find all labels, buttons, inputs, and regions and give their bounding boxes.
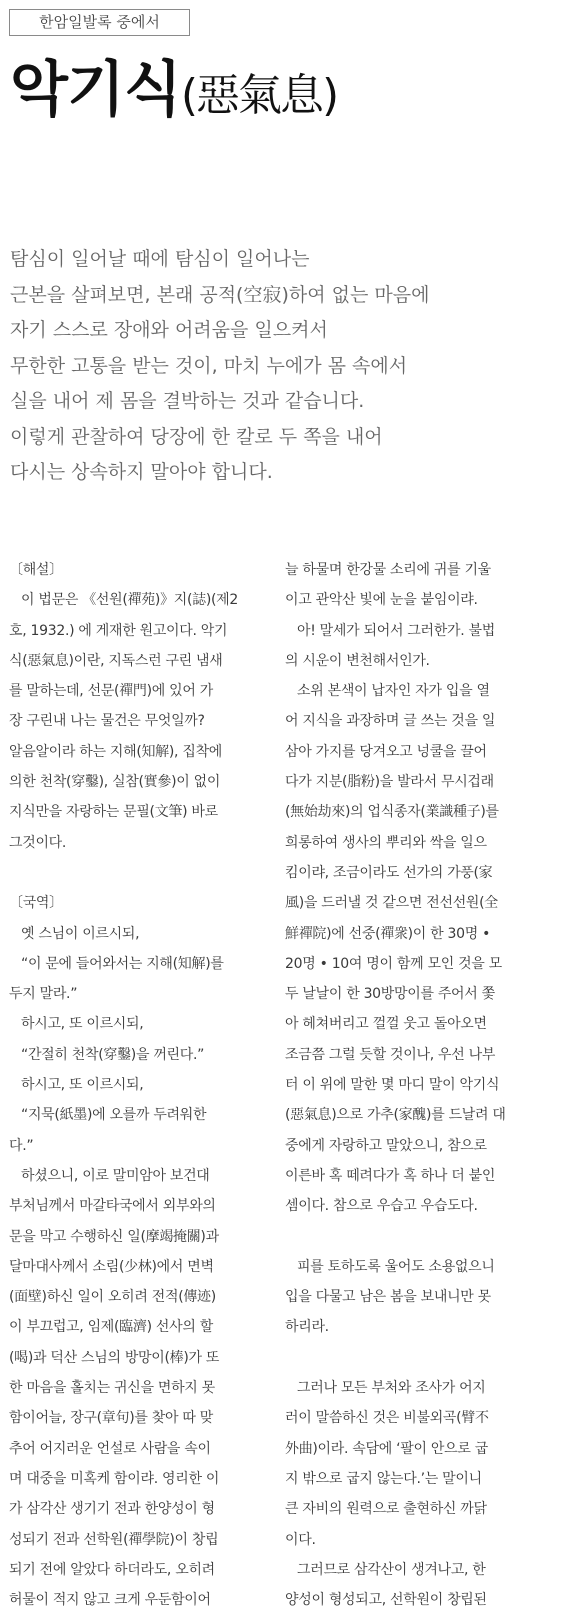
text-line: 달마대사께서 소림(少林)에서 면벽 [9,1258,214,1275]
text-line: 지 밖으로 굽지 않는다.’는 말이니 [285,1470,482,1487]
text-line: 희롱하여 생사의 뿌리와 싹을 일으 [285,834,487,851]
text-line: 20명 • 10여 명이 함께 모인 것을 모 [285,955,502,972]
title-hangul: 악기식 [10,55,181,125]
text-line: 이 부끄럽고, 임제(臨濟) 선사의 할 [9,1319,213,1336]
page-title [10,56,337,125]
poem-line: 이렇게 관찰하여 당장에 한 칼로 두 쪽을 내어 [10,425,383,448]
text-line: 아 헤쳐버리고 껄껄 웃고 돌아오면 [285,1016,487,1033]
text-line: 추어 어지러운 언설로 사람을 속이 [9,1440,211,1457]
poem-line: 무한한 고통을 받는 것이, 마치 누에가 몸 속에서 [10,354,408,377]
text-line: 장 구린내 나는 물건은 무엇일까? [9,713,205,730]
text-line: 피를 토하도록 울어도 소용없으니 [297,1258,495,1275]
text-line: 風)을 드러낼 것 같으면 전선선원(全 [285,895,499,912]
left-text-column [9,555,262,1615]
text-line: 〔해설〕 [9,562,63,578]
text-line: 늘 하물며 한강물 소리에 귀를 기울 [285,562,491,578]
text-line: 하시고, 또 이르시되, [21,1016,144,1033]
text-line: 〔국역〕 [9,895,63,912]
text-line: 알음알이라 하는 지해(知解), 집착에 [9,743,223,760]
text-line: 러이 말씀하신 것은 비불외곡(臂不 [285,1410,489,1427]
text-line: 아! 말세가 되어서 그러한가. 불법 [297,622,495,639]
right-text-column [285,555,538,1615]
text-line: 하셨으니, 이로 말미암아 보건대 [21,1167,210,1184]
text-line: 의 시운이 변천해서인가. [285,652,430,669]
text-line: 外曲)이라. 속담에 ‘팔이 안으로 굽 [285,1440,488,1457]
text-line: 한 마음을 홀치는 귀신을 면하지 못 [9,1380,215,1397]
text-line: 조금쯤 그럴 듯할 것이나, 우선 나부 [285,1046,496,1063]
text-line: 셈이다. 참으로 우습고 우습도다. [285,1198,478,1215]
text-line: (喝)과 덕산 스님의 방망이(棒)가 또 [9,1349,220,1366]
text-line: 되기 전에 알았다 하더라도, 오히려 [9,1561,215,1578]
text-line: 문을 막고 수행하신 일(摩竭掩關)과 [9,1228,219,1245]
text-line: “이 문에 들어와서는 지해(知解)를 [21,955,224,972]
text-line: 이른바 혹 떼려다가 혹 하나 더 붙인 [285,1167,496,1184]
title-hanja: (惡氣息) [180,70,338,121]
text-line: 가 삼각산 생기기 전과 한양성이 형 [9,1501,215,1518]
paragraph-gap [285,1343,538,1373]
text-line: 허물이 적지 않고 크게 우둔함이어 [9,1592,211,1609]
text-line: 식(惡氣息)이란, 지독스런 구린 냄새 [9,652,223,669]
text-line: 하시고, 또 이르시되, [21,1077,144,1094]
text-line: 함이어늘, 장구(章句)를 찾아 따 맞 [9,1410,213,1427]
text-line: 터 이 위에 말한 몇 마디 말이 악기식 [285,1077,500,1094]
text-line: 입을 다물고 남은 봄을 보내니만 못 [285,1289,491,1306]
text-line: (面壁)하신 일이 오히려 전적(傳迹) [9,1289,216,1306]
paragraph-gap [9,858,262,888]
text-line: 킴이랴, 조금이라도 선가의 가풍(家 [285,864,493,881]
text-line: 며 대중을 미혹케 함이랴. 영리한 이 [9,1470,220,1487]
text-line: (惡氣息)으로 가추(家醜)를 드날려 대 [285,1107,506,1124]
text-line: 호, 1932.) 에 게재한 원고이다. 악기 [9,622,228,639]
text-line: 삼아 가지를 당겨오고 넝쿨을 끌어 [285,743,487,760]
text-line: 다.” [9,1137,34,1154]
source-tag: 한암일발록 중에서 [9,9,190,36]
text-line: “간절히 천착(穿鑿)을 꺼린다.” [21,1046,205,1063]
text-line: 하리라. [285,1319,329,1336]
text-line: 두 날날이 한 30방망이를 주어서 쫓 [285,986,495,1003]
text-line: 부처님께서 마갈타국에서 외부와의 [9,1198,216,1215]
text-line: 그러나 모든 부처와 조사가 어지 [297,1380,486,1397]
text-line: 옛 스님이 이르시되, [21,925,140,942]
text-line: 큰 자비의 원력으로 출현하신 까닭 [285,1501,487,1518]
text-line: 두지 말라.” [9,986,78,1003]
text-line: 그러므로 삼각산이 생겨나고, 한 [297,1561,486,1578]
text-line: 지식만을 자랑하는 문필(文筆) 바로 [9,804,218,821]
paragraph-gap [285,1222,538,1252]
text-line: 성되기 전과 선학원(禪學院)이 창립 [9,1531,219,1548]
text-line: 소위 본색이 납자인 자가 입을 열 [297,683,490,700]
text-line: 어 지식을 과장하며 글 쓰는 것을 일 [285,713,496,730]
poem-line: 근본을 살펴보면, 본래 공적(空寂)하여 없는 마음에 [10,283,430,306]
text-line: 이고 관악산 빛에 눈을 붙임이랴. [285,592,478,609]
text-line: 鮮禪院)에 선중(禪衆)이 한 30명 • [285,925,491,942]
text-line: 양성이 형성되고, 선학원이 창립된 [285,1592,487,1609]
text-line: 중에게 자랑하고 말았으니, 참으로 [285,1137,487,1154]
text-line: 이다. [285,1531,316,1548]
text-line: 의한 천착(穿鑿), 실참(實參)이 없이 [9,774,221,791]
poem-line: 탐심이 일어날 때에 탐심이 일어나는 [10,248,310,270]
intro-poem [10,242,550,491]
poem-line: 실을 내어 제 몸을 결박하는 것과 같습니다. [10,390,365,412]
text-line: 이 법문은 《선원(禪苑)》지(誌)(제2 [21,592,239,609]
text-line: 다가 지분(脂粉)을 발라서 무시겁래 [285,774,494,791]
text-line: (無始劫來)의 업식종자(業識種子)를 [285,804,499,821]
text-line: 를 말하는데, 선문(禪門)에 있어 가 [9,683,213,700]
poem-line: 자기 스스로 장애와 어려움을 일으켜서 [10,319,328,341]
text-line: 그것이다. [9,834,67,851]
poem-line: 다시는 상속하지 말아야 합니다. [10,461,273,483]
text-line: “지묵(紙墨)에 오를까 두려워한 [21,1107,207,1124]
